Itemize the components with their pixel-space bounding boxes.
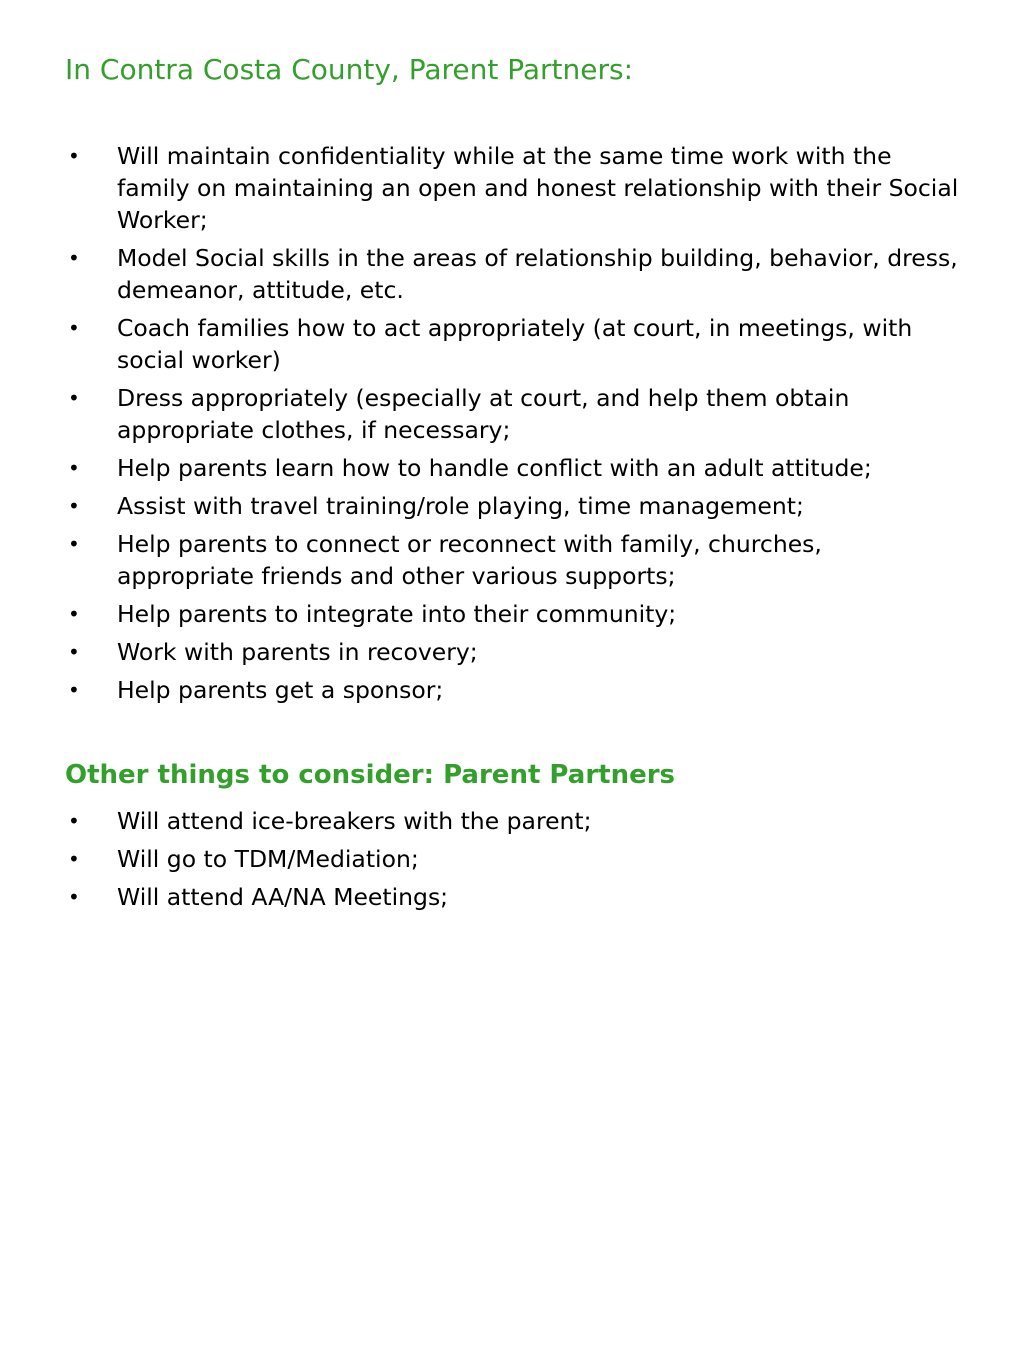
bullet-icon: • (68, 602, 80, 626)
list-item-text: Coach families how to act appropriately (at court, in meetings, with social worker) (117, 314, 913, 374)
list-item (0, 452, 962, 484)
bullet-icon: • (68, 456, 80, 480)
list-item (0, 674, 962, 706)
list-item-text: Model Social skills in the areas of relationship building, behavior, dress, demeanor, attitude, etc. (117, 244, 958, 304)
list-item (0, 881, 962, 913)
list-item-text: Will maintain confidentiality while at the same time work with the family on maintaining an open and honest relationship with their Social Worker; (117, 142, 959, 234)
list-item (0, 312, 962, 376)
list-item (0, 636, 962, 668)
list-item (0, 490, 962, 522)
list-item-text: Help parents get a sponsor; (117, 676, 444, 704)
bullet-icon: • (68, 678, 80, 702)
list-item (0, 242, 962, 306)
list-item-text: Will attend AA/NA Meetings; (117, 883, 449, 911)
list-item (0, 598, 962, 630)
list-item (0, 140, 962, 236)
list-item-text: Help parents learn how to handle conflict with an adult attitude; (117, 454, 872, 482)
bullet-icon: • (68, 494, 80, 518)
bullet-icon: • (68, 316, 80, 340)
bullet-icon: • (68, 532, 80, 556)
section-heading-parent-partners: In Contra Costa County, Parent Partners: (65, 53, 634, 86)
list-item-text: Will attend ice-breakers with the parent; (117, 807, 592, 835)
bullet-icon: • (68, 144, 80, 168)
bullet-icon: • (68, 246, 80, 270)
list-item-text: Will go to TDM/Mediation; (117, 845, 419, 873)
list-item-text: Help parents to integrate into their community; (117, 600, 677, 628)
bullet-icon: • (68, 386, 80, 410)
bullet-icon: • (68, 640, 80, 664)
list-item (0, 805, 962, 837)
other-things-list (0, 805, 962, 919)
list-item-text: Work with parents in recovery; (117, 638, 478, 666)
bullet-icon: • (68, 847, 80, 871)
list-item (0, 843, 962, 875)
parent-partners-duties-list (0, 140, 962, 712)
list-item (0, 528, 962, 592)
list-item-text: Help parents to connect or reconnect with family, churches, appropriate friends and other various supports; (117, 530, 822, 590)
section-heading-other-things: Other things to consider: Parent Partners (65, 760, 676, 790)
list-item (0, 382, 962, 446)
bullet-icon: • (68, 885, 80, 909)
bullet-icon: • (68, 809, 80, 833)
list-item-text: Dress appropriately (especially at court, and help them obtain appropriate clothes, if necessary; (117, 384, 850, 444)
list-item-text: Assist with travel training/role playing, time management; (117, 492, 804, 520)
